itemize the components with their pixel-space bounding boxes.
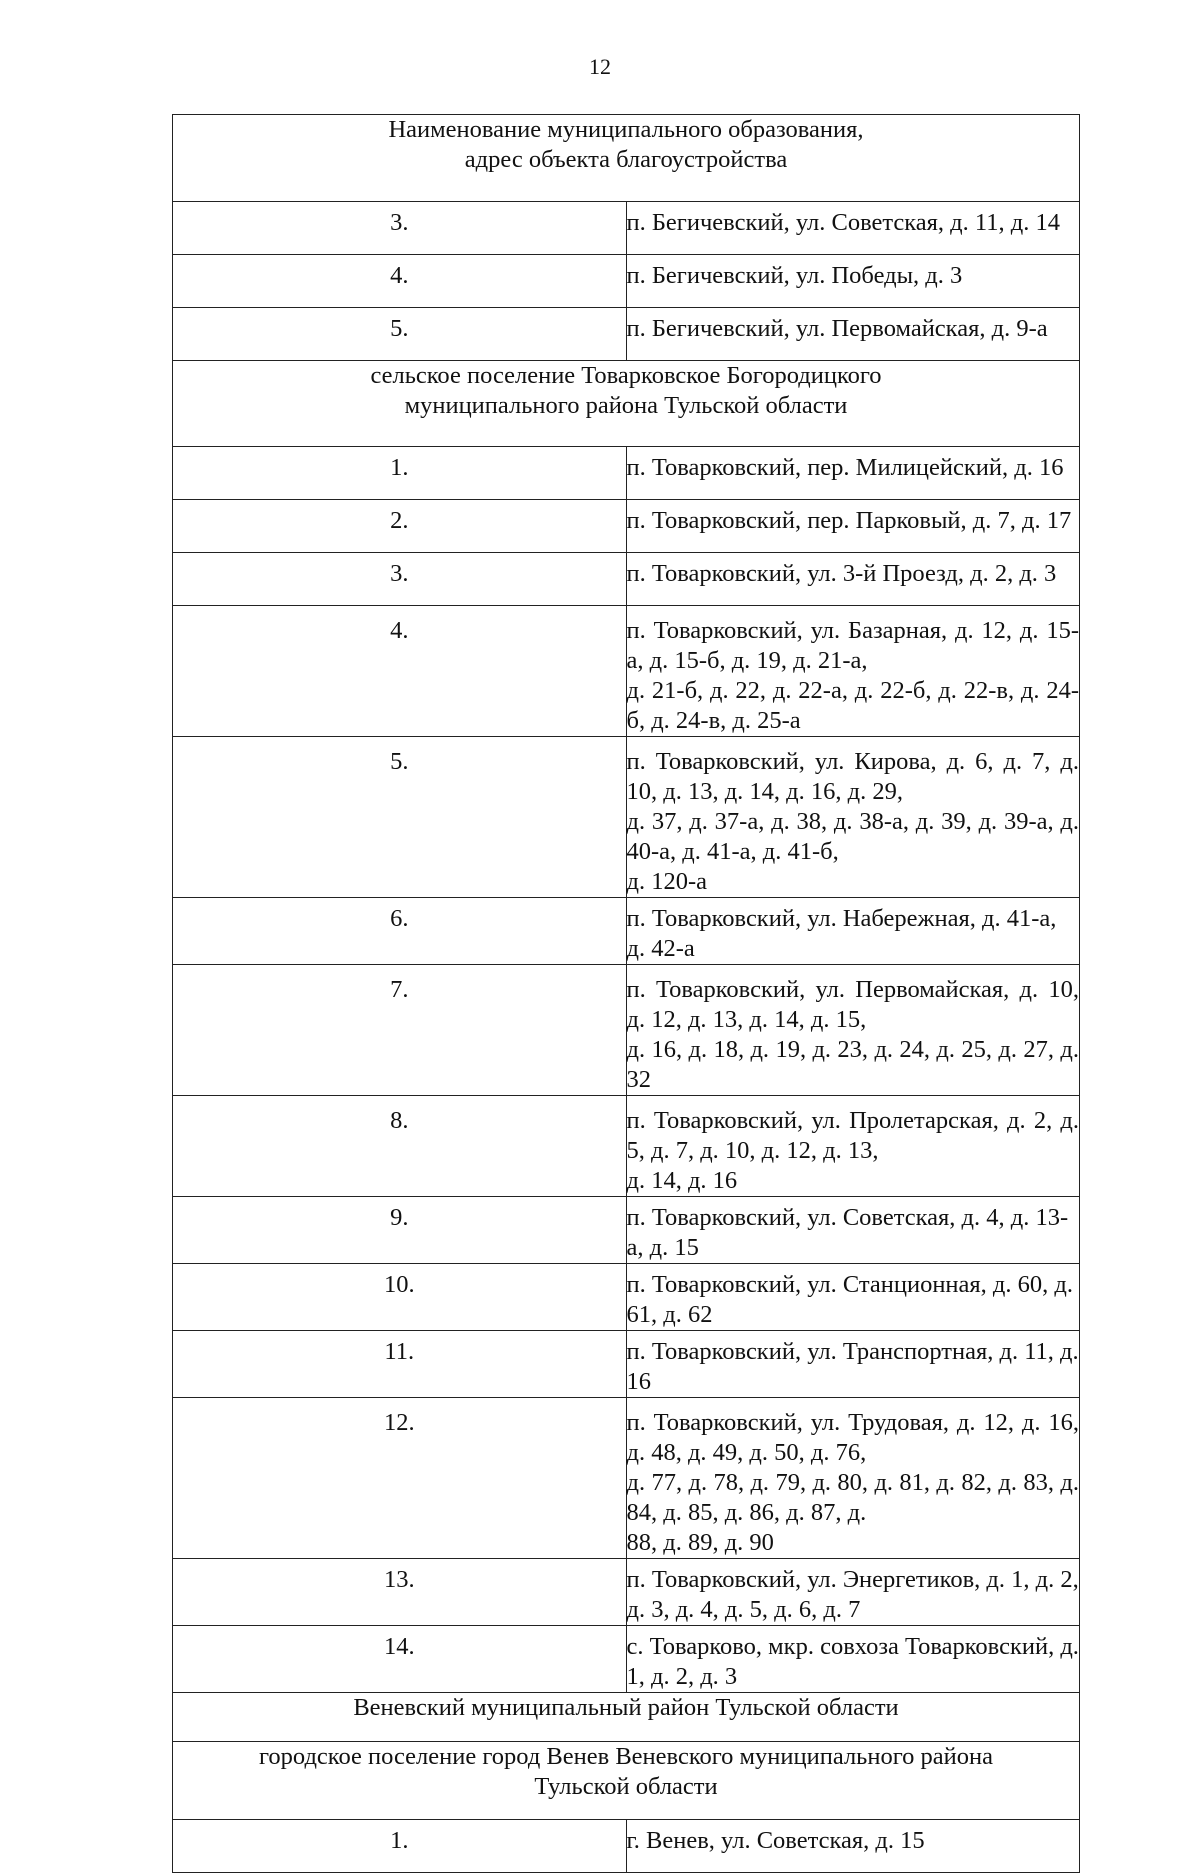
row-number: 4. [173,255,627,308]
row-number: 7. [173,965,627,1096]
row-number: 1. [173,1820,627,1873]
section-line-1: сельское поселение Товарковское Богородицкого [370,362,882,389]
row-number: 11. [173,1331,627,1398]
address-line-2: д. 21-б, д. 22, д. 22-а, д. 22-б, д. 22-в, д. 24-б, д. 24-в, д. 25-а [626,677,1079,734]
table-row [173,1096,1080,1197]
row-address: п. Бегичевский, ул. Советская, д. 11, д. 14 [626,202,1080,255]
address-line-2: д. 16, д. 18, д. 19, д. 23, д. 24, д. 25, д. 27, д. 32 [626,1036,1079,1093]
table-header-cell [173,115,1080,202]
section-heading-tovarkovskoe [173,361,1080,447]
table-header-row [173,115,1080,202]
section-row [173,361,1080,447]
row-address: п. Товарковский, ул. Набережная, д. 41-а, д. 42-а [626,898,1080,965]
row-number: 3. [173,553,627,606]
table-row [173,1398,1080,1559]
section-line-1: городское поселение город Венев Веневского муниципального района [258,1743,993,1770]
row-number: 10. [173,1264,627,1331]
row-number: 12. [173,1398,627,1559]
row-address: п. Товарковский, ул. Советская, д. 4, д. 13-а, д. 15 [626,1197,1080,1264]
section-heading-venevsky-district: Веневский муниципальный район Тульской области [173,1693,1080,1742]
table-row [173,1559,1080,1626]
section-line-2: муниципального района Тульской области [404,392,848,419]
table-row [173,606,1080,737]
row-number: 5. [173,737,627,898]
row-address [626,1398,1080,1559]
row-address: п. Товарковский, ул. Станционная, д. 60, д. 61, д. 62 [626,1264,1080,1331]
table-row [173,1820,1080,1873]
table-row [173,308,1080,361]
section-row [173,1693,1080,1742]
section-line-2: Тульской области [534,1773,718,1800]
row-address [626,965,1080,1096]
table-row [173,553,1080,606]
address-line-1: п. Товарковский, ул. Трудовая, д. 12, д. 16, д. 48, д. 49, д. 50, д. 76, [626,1409,1079,1466]
row-address: п. Товарковский, ул. Транспортная, д. 11, д. 16 [626,1331,1080,1398]
row-address: п. Товарковский, ул. Энергетиков, д. 1, д. 2, д. 3, д. 4, д. 5, д. 6, д. 7 [626,1559,1080,1626]
row-number: 9. [173,1197,627,1264]
table-row [173,1626,1080,1693]
row-number: 13. [173,1559,627,1626]
row-address: г. Венев, ул. Советская, д. 15 [626,1820,1080,1873]
row-address: п. Товарковский, ул. 3-й Проезд, д. 2, д. 3 [626,553,1080,606]
table-row [173,447,1080,500]
row-number: 14. [173,1626,627,1693]
row-number: 5. [173,308,627,361]
row-address [626,606,1080,737]
table-row [173,965,1080,1096]
row-address [626,1096,1080,1197]
row-number: 3. [173,202,627,255]
row-address: п. Бегичевский, ул. Первомайская, д. 9-а [626,308,1080,361]
row-address: п. Товарковский, пер. Парковый, д. 7, д. 17 [626,500,1080,553]
row-number: 8. [173,1096,627,1197]
address-line-2: д. 37, д. 37-а, д. 38, д. 38-а, д. 39, д. 39-а, д. 40-а, д. 41-а, д. 41-б, [626,808,1079,865]
addresses-table [172,114,1080,1873]
address-line-2: д. 77, д. 78, д. 79, д. 80, д. 81, д. 82, д. 83, д. 84, д. 85, д. 86, д. 87, д. [626,1469,1079,1526]
table-row [173,202,1080,255]
row-number: 2. [173,500,627,553]
address-line-3: д. 120-а [626,868,707,895]
table-row [173,255,1080,308]
table-row [173,737,1080,898]
table-row [173,898,1080,965]
address-line-1: п. Товарковский, ул. Кирова, д. 6, д. 7, д. 10, д. 13, д. 14, д. 16, д. 29, [626,748,1079,805]
row-address: п. Товарковский, пер. Милицейский, д. 16 [626,447,1080,500]
address-line-1: п. Товарковский, ул. Базарная, д. 12, д. 15-а, д. 15-б, д. 19, д. 21-а, [626,617,1079,674]
header-line-2: адрес объекта благоустройства [464,146,788,173]
section-heading-venev-town [173,1742,1080,1820]
table-row [173,1197,1080,1264]
row-address [626,737,1080,898]
table-row [173,1331,1080,1398]
address-line-3: 88, д. 89, д. 90 [626,1529,774,1556]
table-row [173,500,1080,553]
row-number: 4. [173,606,627,737]
section-row [173,1742,1080,1820]
header-line-1: Наименование муниципального образования, [388,116,864,143]
address-line-1: п. Товарковский, ул. Пролетарская, д. 2, д. 5, д. 7, д. 10, д. 12, д. 13, [626,1107,1079,1164]
table-row [173,1264,1080,1331]
row-address: п. Бегичевский, ул. Победы, д. 3 [626,255,1080,308]
row-address: с. Товарково, мкр. совхоза Товарковский, д. 1, д. 2, д. 3 [626,1626,1080,1693]
page-number: 12 [589,54,611,79]
address-line-1: п. Товарковский, ул. Первомайская, д. 10, д. 12, д. 13, д. 14, д. 15, [626,976,1079,1033]
row-number: 6. [173,898,627,965]
row-number: 1. [173,447,627,500]
address-line-2: д. 14, д. 16 [626,1167,738,1194]
